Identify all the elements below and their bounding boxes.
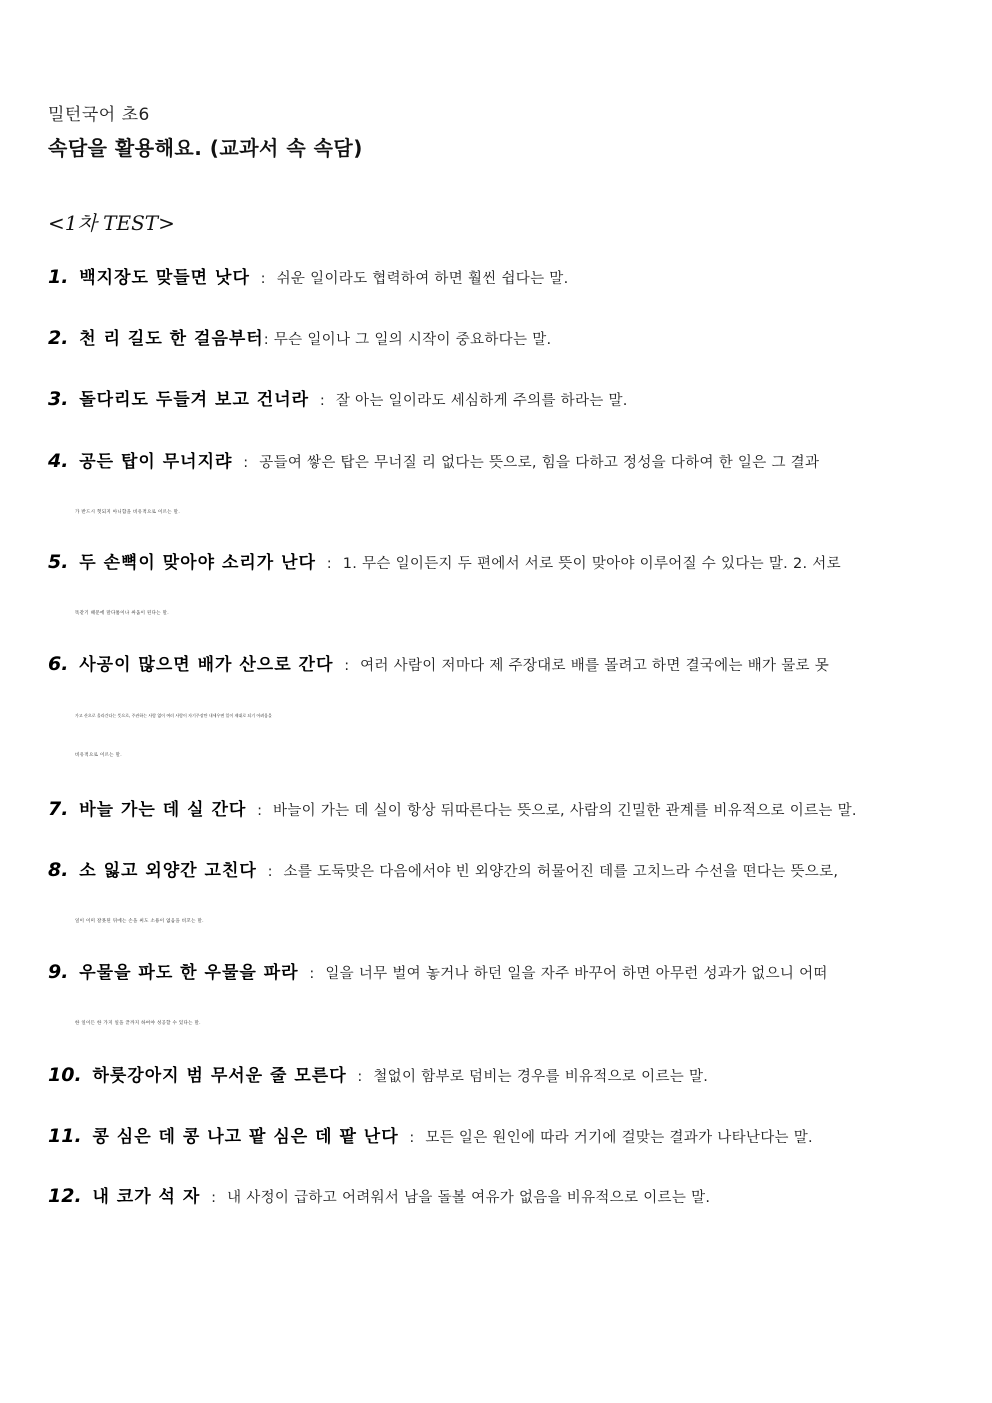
separator: : — [267, 864, 273, 880]
item-number: 7. — [48, 798, 69, 820]
proverb-line — [48, 313, 944, 365]
item-number: 9. — [48, 961, 69, 983]
proverb-text: 하룻강아지 범 무서운 줄 모른다 — [92, 1066, 347, 1086]
proverb-meaning: 철없이 함부로 덤비는 경우를 비유적으로 이르는 말. — [373, 1069, 709, 1085]
proverb-line — [48, 436, 944, 488]
proverb-meaning: 공들여 쌓은 탑은 무너질 리 없다는 뜻으로, 힘을 다하고 정성을 다하여 한 일은 그 결과 — [259, 455, 820, 471]
separator: : — [211, 1190, 217, 1206]
separator: : — [319, 393, 326, 409]
proverb-meaning-continued: 가고 산으로 올라간다는 뜻으로, 주관하는 사람 없이 여러 사람이 자기주장만 내세우면 일이 제대로 되기 어려움을 — [75, 713, 272, 718]
item-number: 3. — [48, 388, 69, 410]
proverb-item-1 — [48, 252, 944, 304]
item-number: 11. — [48, 1125, 82, 1147]
proverb-line — [48, 1171, 944, 1223]
item-number: 1. — [48, 266, 69, 288]
separator: : — [357, 1069, 363, 1085]
test-section-label: <1차 TEST> — [48, 211, 175, 235]
item-number: 12. — [48, 1185, 82, 1207]
proverb-item-5 — [48, 537, 944, 639]
proverb-item-8 — [48, 845, 944, 947]
proverb-item-7 — [48, 784, 944, 836]
proverb-text: 공든 탑이 무너지랴 — [79, 452, 233, 472]
proverb-text: 소 잃고 외양간 고친다 — [79, 861, 257, 881]
separator: : — [243, 455, 249, 471]
proverb-item-11 — [48, 1111, 944, 1163]
proverb-meaning: 쉬운 일이라도 협력하여 하면 훨씬 쉽다는 말. — [276, 271, 569, 287]
item-number: 6. — [48, 653, 69, 675]
proverb-text: 백지장도 맞들면 낫다 — [79, 268, 250, 288]
proverb-text: 돌다리도 두들겨 보고 건너라 — [79, 390, 310, 410]
separator: : — [326, 556, 332, 572]
item-number: 8. — [48, 859, 69, 881]
proverb-item-9 — [48, 947, 944, 1049]
proverb-item-2 — [48, 313, 944, 365]
separator: : — [409, 1130, 415, 1146]
document-subtitle: 밀턴국어 초6 — [48, 105, 150, 125]
proverb-meaning: 소를 도둑맞은 다음에서야 빈 외양간의 허물어진 데를 고치느라 수선을 떤다는 뜻으로, — [283, 864, 839, 880]
proverb-meaning: 바늘이 가는 데 실이 항상 뒤따른다는 뜻으로, 사람의 긴밀한 관계를 비유적으로 이르는 말. — [273, 803, 857, 819]
proverb-meaning-continued: 일이 이미 잘못된 뒤에는 손을 써도 소용이 없음을 비꼬는 말. — [75, 919, 204, 924]
proverb-text: 우물을 파도 한 우물을 파라 — [79, 963, 299, 983]
proverb-line — [48, 1111, 944, 1163]
proverb-meaning: 여러 사람이 저마다 제 주장대로 배를 몰려고 하면 결국에는 배가 물로 못 — [360, 658, 830, 674]
proverb-item-6 — [48, 639, 944, 771]
proverb-meaning: 무슨 일이나 그 일의 시작이 중요하다는 말. — [273, 332, 552, 348]
separator: : — [309, 966, 315, 982]
separator: : — [260, 271, 266, 287]
proverb-meaning: 1. 무슨 일이든지 두 편에서 서로 뜻이 맞아야 이루어질 수 있다는 말. 2. 서로 — [342, 556, 841, 572]
proverb-meaning: 일을 너무 벌여 놓거나 하던 일을 자주 바꾸어 하면 아무런 성과가 없으니 어떠 — [325, 966, 828, 982]
proverb-item-10 — [48, 1050, 944, 1102]
item-number: 5. — [48, 551, 69, 573]
proverb-line — [48, 845, 944, 897]
proverb-meaning-continued: 비유적으로 이르는 말. — [75, 753, 123, 758]
proverb-item-3 — [48, 374, 944, 426]
proverb-line — [48, 537, 944, 589]
proverb-meaning: 모든 일은 원인에 따라 거기에 걸맞는 결과가 나타난다는 말. — [425, 1130, 813, 1146]
proverb-meaning: 잘 아는 일이라도 세심하게 주의를 하라는 말. — [335, 393, 628, 409]
proverb-item-12 — [48, 1171, 944, 1223]
proverb-meaning-continued: 똑같기 때문에 말다툼이나 싸움이 된다는 말. — [75, 611, 170, 616]
item-number: 2. — [48, 327, 69, 349]
proverb-text: 바늘 가는 데 실 간다 — [79, 800, 247, 820]
proverb-text: 천 리 길도 한 걸음부터 — [79, 329, 264, 349]
proverb-line — [48, 784, 944, 836]
proverb-text: 콩 심은 데 콩 나고 팥 심은 데 팥 난다 — [92, 1127, 399, 1147]
proverb-item-4 — [48, 436, 944, 538]
proverb-text: 사공이 많으면 배가 산으로 간다 — [79, 655, 334, 675]
separator: : — [344, 658, 350, 674]
proverb-text: 내 코가 석 자 — [92, 1187, 201, 1207]
proverb-line — [48, 1050, 944, 1102]
proverb-meaning-continued: 가 반드시 헛되지 아니함을 비유적으로 이르는 말. — [75, 510, 181, 515]
proverb-line — [48, 374, 944, 426]
separator: : — [257, 803, 263, 819]
proverb-line — [48, 947, 944, 999]
item-number: 10. — [48, 1064, 82, 1086]
proverb-meaning: 내 사정이 급하고 어려워서 남을 돌볼 여유가 없음을 비유적으로 이르는 말. — [227, 1190, 711, 1206]
proverb-text: 두 손뼉이 맞아야 소리가 난다 — [79, 553, 316, 573]
proverb-line — [48, 252, 944, 304]
proverb-meaning-continued: 한 일이든 한 가지 일을 끝까지 하여야 성공할 수 있다는 말. — [75, 1021, 201, 1026]
proverb-line — [48, 639, 944, 691]
document-title: 속담을 활용해요. (교과서 속 속담) — [48, 136, 363, 160]
item-number: 4. — [48, 450, 69, 472]
separator: : — [263, 332, 274, 348]
